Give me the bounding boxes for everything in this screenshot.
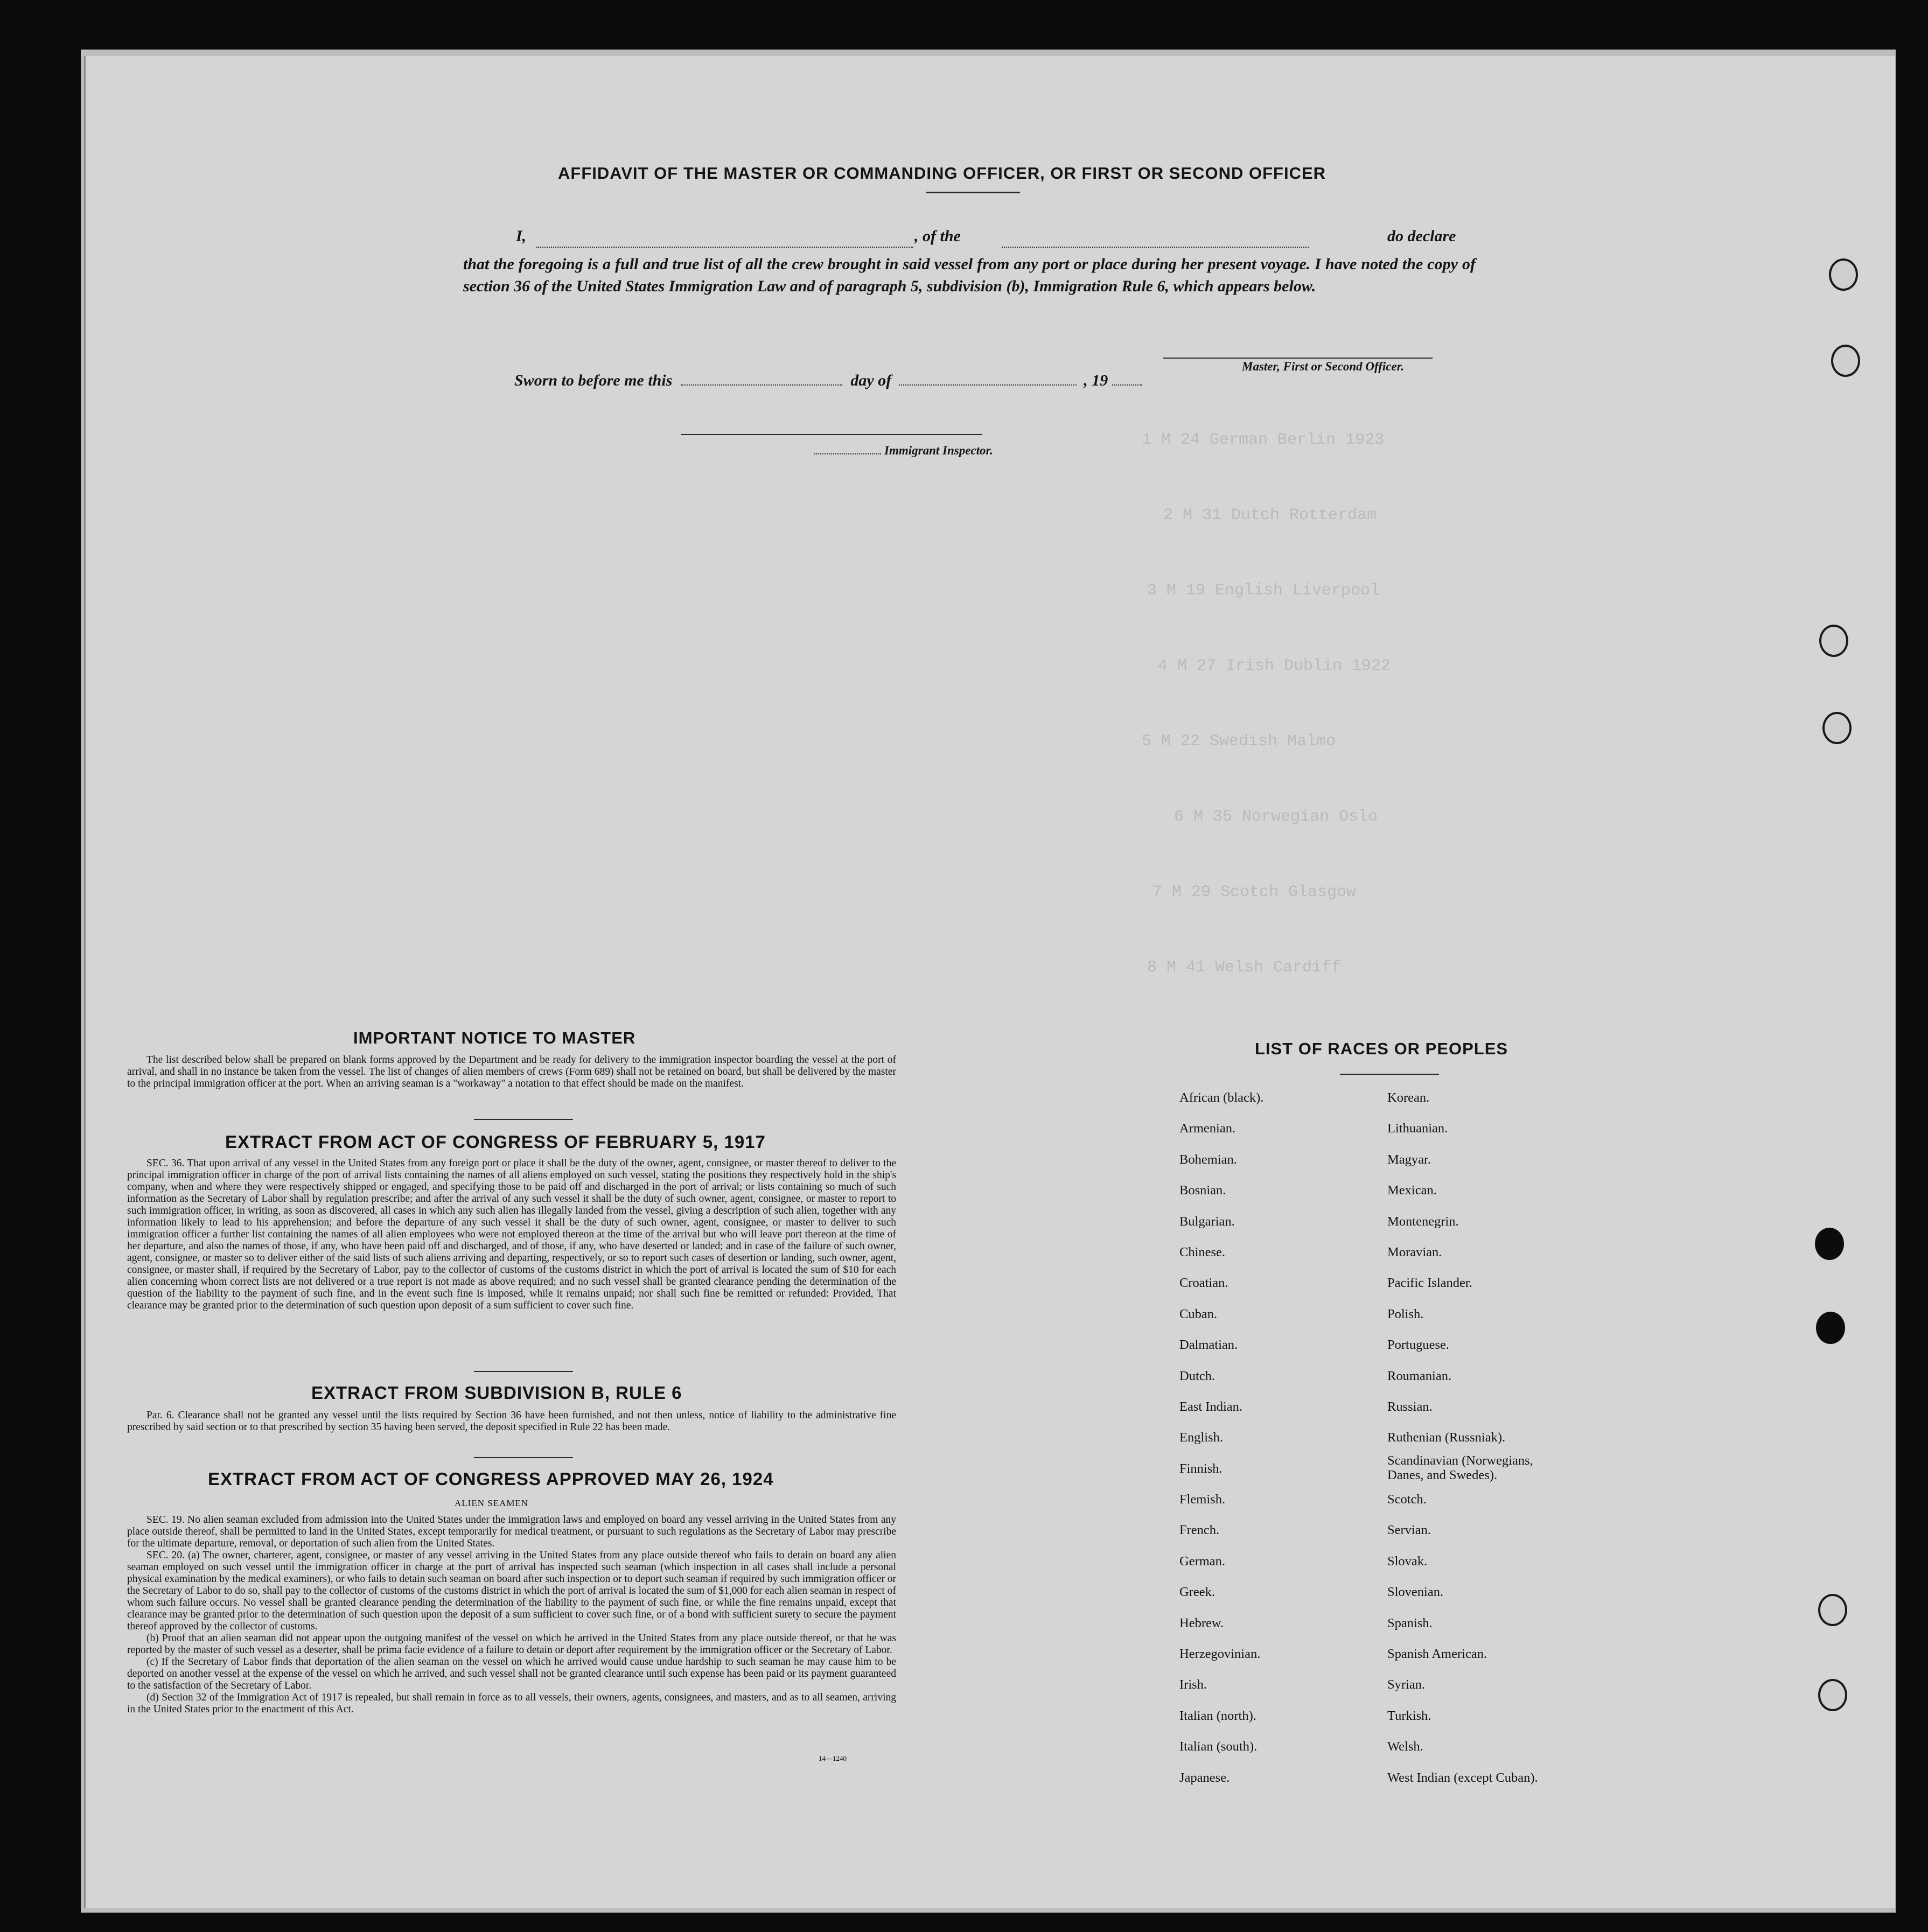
race-item: Flemish. (1179, 1492, 1226, 1507)
sworn-day-label: day of (850, 372, 892, 389)
race-item: Spanish. (1387, 1615, 1433, 1630)
race-item: Chinese. (1179, 1244, 1226, 1259)
race-item: French. (1179, 1523, 1220, 1538)
races-right-column (1387, 1082, 1549, 1793)
extract-1917-title: EXTRACT FROM ACT OF CONGRESS OF FEBRUARY 5, 1917 (225, 1132, 766, 1152)
race-item: Portuguese. (1387, 1338, 1449, 1353)
race-item: Bohemian. (1179, 1152, 1237, 1167)
race-item: Turkish. (1387, 1708, 1431, 1723)
race-item: Irish. (1179, 1677, 1207, 1692)
divider (474, 1457, 573, 1458)
race-item: Dalmatian. (1179, 1338, 1238, 1353)
race-item: Korean. (1387, 1090, 1430, 1105)
sworn-prefix: Sworn to before me this (514, 372, 673, 389)
races-title: LIST OF RACES OR PEOPLES (1255, 1039, 1508, 1058)
race-item: Syrian. (1387, 1677, 1426, 1692)
race-item: East Indian. (1179, 1399, 1243, 1414)
race-item: Mexican. (1387, 1183, 1437, 1198)
vessel-name-field[interactable] (1002, 237, 1309, 248)
race-item: Slovak. (1387, 1553, 1428, 1569)
races-left-column (1179, 1082, 1263, 1793)
race-item: Herzegovinian. (1179, 1647, 1261, 1662)
race-item: Polish. (1387, 1306, 1424, 1321)
sworn-day-field[interactable] (681, 375, 842, 386)
race-item: Bosnian. (1179, 1183, 1226, 1198)
affidavit-title: AFFIDAVIT OF THE MASTER OR COMMANDING OFFICER, OR FIRST OR SECOND OFFICER (558, 164, 1326, 183)
sec20d-text: (d) Section 32 of the Immigration Act of 1917 is repealed, but shall remain in force as to all vessels, their owners, agents, consignees, and masters, and as to all seamen, arriving in the United States prior to the enactment of this Act. (127, 1692, 896, 1715)
notice-title: IMPORTANT NOTICE TO MASTER (353, 1028, 636, 1047)
race-item: Hebrew. (1179, 1615, 1224, 1630)
extract-1917-text: SEC. 36. That upon arrival of any vessel in the United States from any foreign port or place it shall be the duty of the owner, agent, consignee, or master thereof to deliver to the principal immigration officer in charge of the port of arrival lists containing the names of all aliens employed on such vessel, stating the positions they respectively hold in the ship's company, when and where they were respectively shipped or engaged, and specifying those to be paid off and discharged in the port of arrival; or lists containing so much of such information as the Secretary of Labor shall by regulation prescribe; and after the arrival of any such vessel it shall be the duty of such owner, agent, consignee, or master to report to such immigration officer, in writing, as soon as discovered, all cases in which any such alien has illegally landed from the vessel, giving a description of such alien, together with any information likely to lead to his apprehension; and before the departure of any such vessel it shall be the duty of such owner, agent, consignee, or master to deliver to such immigration officer a further list containing the names of all alien employees who were not employed thereon at the time of the arrival but who will leave port thereon at the time of her departure, and also the names of those, if any, who have been paid off and discharged, and of those, if any, who have deserted or landed; and in case of the failure of such owner, agent, consignee, or master so to deliver either of the said lists of such aliens arriving and departing, respectively, or so to report such cases of desertion or landing, such owner, agent, consignee, or master shall, if required by the Secretary of Labor, pay to the collector of customs of the customs district in which the port of arrival is located the sum of $10 for each alien concerning whom correct lists are not delivered or a true report is not made as above required; and no such vessel shall be granted clearance pending the determination of the question of the liability to the payment of such fine, and in the event such fine is imposed, while it remains unpaid; nor shall such fine be remitted or refunded: Provided, That clearance may be granted prior to the determination of such question upon deposit of a sum sufficient to cover such fine. (127, 1158, 896, 1311)
punch-hole (1818, 1679, 1847, 1711)
race-item: Moravian. (1387, 1244, 1442, 1259)
race-item: Cuban. (1179, 1306, 1218, 1321)
race-item: Dutch. (1179, 1368, 1215, 1383)
extract-rule6-text: Par. 6. Clearance shall not be granted any vessel until the lists required by Section 36 have been furnished, and not then unless, notice of liability to the administrative fine prescribed by said section or to that prescribed by section 35 having been served, the deposit specified in Rule 22 has been made. (127, 1410, 896, 1433)
race-item: West Indian (except Cuban). (1387, 1770, 1538, 1785)
race-item: Greek. (1179, 1585, 1215, 1600)
race-item: Finnish. (1179, 1461, 1223, 1476)
extract-rule6-title: EXTRACT FROM SUBDIVISION B, RULE 6 (311, 1383, 682, 1403)
affidavit-declare: do declare (1387, 227, 1456, 245)
affidavit-body: that the foregoing is a full and true list of all the crew brought in said vessel from any port or place during her present voyage. I have noted the copy of section 36 of the United States Immigration Law and of paragraph 5, subdivision (b), Immigration Rule 6, which appears below. (463, 255, 1476, 295)
sec20a-text: SEC. 20. (a) The owner, charterer, agent, consignee, or master of any vessel arriving in the United States from any place outside thereof who fails to detain on board any alien seaman employed on such vessel until the immigration officer in charge at the port of arrival has inspected such seaman (which inspection in all cases shall include a personal physical examination by the medical examiners), or who fails to detain such seaman on board after such inspection or to deport such seaman if required by such immigration officer or the Secretary of Labor to do so, shall pay to the collector of customs of the customs district in which the port of arrival is located the sum of $1,000 for each alien seaman in respect of whom such failure occurs. No vessel shall be granted clearance pending the determination of the liability to the payment of such fine, or while the fine remains unpaid, except that clearance may be granted prior to the determination of such question upon the deposit of a sum sufficient to cover such fine, or of a bond with sufficient surety to secure the payment thereof approved by the collector of customs. (127, 1550, 896, 1632)
punch-hole (1829, 258, 1858, 291)
race-item: Magyar. (1387, 1152, 1431, 1167)
race-item: Servian. (1387, 1523, 1431, 1538)
sworn-line (514, 372, 1142, 390)
race-item: Bulgarian. (1179, 1214, 1235, 1229)
sworn-year-label: , 19 (1084, 372, 1108, 389)
form-number: 14—1240 (819, 1754, 847, 1762)
extract-1924-subtitle: ALIEN SEAMEN (455, 1498, 529, 1508)
race-item: English. (1179, 1430, 1223, 1445)
signature-line[interactable] (1163, 358, 1433, 359)
sec19-text: SEC. 19. No alien seaman excluded from admission into the United States under the immigration laws and employed on board any vessel arriving in the United States from any place outside thereof, shall be permitted to land in the United States, except temporarily for medical treatment, or pursuant to such regulations as the Secretary of Labor may prescribe for the ultimate departure, removal, or deportation of such alien from the United States. (127, 1514, 896, 1549)
officer-name-field[interactable] (536, 237, 913, 248)
race-item: Ruthenian (Russniak). (1387, 1430, 1506, 1445)
race-item: German. (1179, 1553, 1226, 1569)
race-item: Scandinavian (Norwegians, Danes, and Swedes). (1387, 1453, 1533, 1482)
notice-text: The list described below shall be prepared on blank forms approved by the Department and be ready for delivery to the immigration inspector boarding the vessel at the port of arrival, and shall in no instance be taken from the vessel. The list of changes of alien members of crews (Form 689) shall not be retained on board, but shall be delivered by the master to the principal immigration officer at the port. When an arriving seaman is a "workaway" a notation to that effect should be made on the manifest. (127, 1054, 896, 1089)
race-item: Italian (north). (1179, 1708, 1256, 1723)
race-item: Russian. (1387, 1399, 1433, 1414)
race-item: Japanese. (1179, 1770, 1230, 1785)
punch-hole (1831, 345, 1860, 377)
race-item: Slovenian. (1387, 1585, 1444, 1600)
affidavit-of-the: , of the (914, 227, 961, 245)
inspector-dots (814, 448, 881, 454)
punch-hole (1815, 1228, 1844, 1260)
sec20b-text: (b) Proof that an alien seaman did not appear upon the outgoing manifest of the vessel on which he arrived in the United States from any place outside thereof, or that he was reported by the master of such vessel as a deserter, shall be prima facie evidence of a failure to detain or deport after requirement by the immigration officer or the Secretary of Labor. (127, 1633, 896, 1656)
race-item: Spanish American. (1387, 1647, 1487, 1662)
inspector-signature-line[interactable] (681, 434, 982, 435)
race-item: Lithuanian. (1387, 1121, 1448, 1136)
affidavit-i: I, (516, 227, 527, 245)
divider (474, 1371, 573, 1372)
race-item: Scotch. (1387, 1492, 1427, 1507)
sec20c-text: (c) If the Secretary of Labor finds that deportation of the alien seaman on the vessel on which he arrived would cause undue hardship to such seaman he may cause him to be deported on another vessel at the expense of the vessel on which he arrived, and such vessel shall not be granted clearance until such expense has been paid or its payment guaranteed to the satisfaction of the Secretary of Labor. (127, 1656, 896, 1691)
sworn-month-field[interactable] (899, 375, 1077, 386)
divider (1340, 1074, 1439, 1075)
race-item: African (black). (1179, 1090, 1264, 1105)
race-item: Armenian. (1179, 1121, 1236, 1136)
signature-label: Master, First or Second Officer. (1242, 360, 1405, 373)
sworn-year-field[interactable] (1112, 375, 1142, 386)
race-item: Italian (south). (1179, 1739, 1258, 1754)
race-item: Pacific Islander. (1387, 1276, 1472, 1291)
race-item: Montenegrin. (1387, 1214, 1459, 1229)
punch-hole (1816, 1312, 1845, 1344)
divider (474, 1119, 573, 1120)
punch-hole (1822, 712, 1852, 744)
race-item: Croatian. (1179, 1276, 1228, 1291)
punch-hole (1818, 1594, 1847, 1626)
extract-1924-body (127, 1514, 896, 1716)
punch-hole (1819, 625, 1848, 657)
extract-1924-title: EXTRACT FROM ACT OF CONGRESS APPROVED MAY 26, 1924 (208, 1469, 774, 1489)
divider (926, 192, 1020, 193)
inspector-label: Immigrant Inspector. (814, 444, 993, 458)
race-item: Welsh. (1387, 1739, 1423, 1754)
race-item: Roumanian. (1387, 1368, 1452, 1383)
